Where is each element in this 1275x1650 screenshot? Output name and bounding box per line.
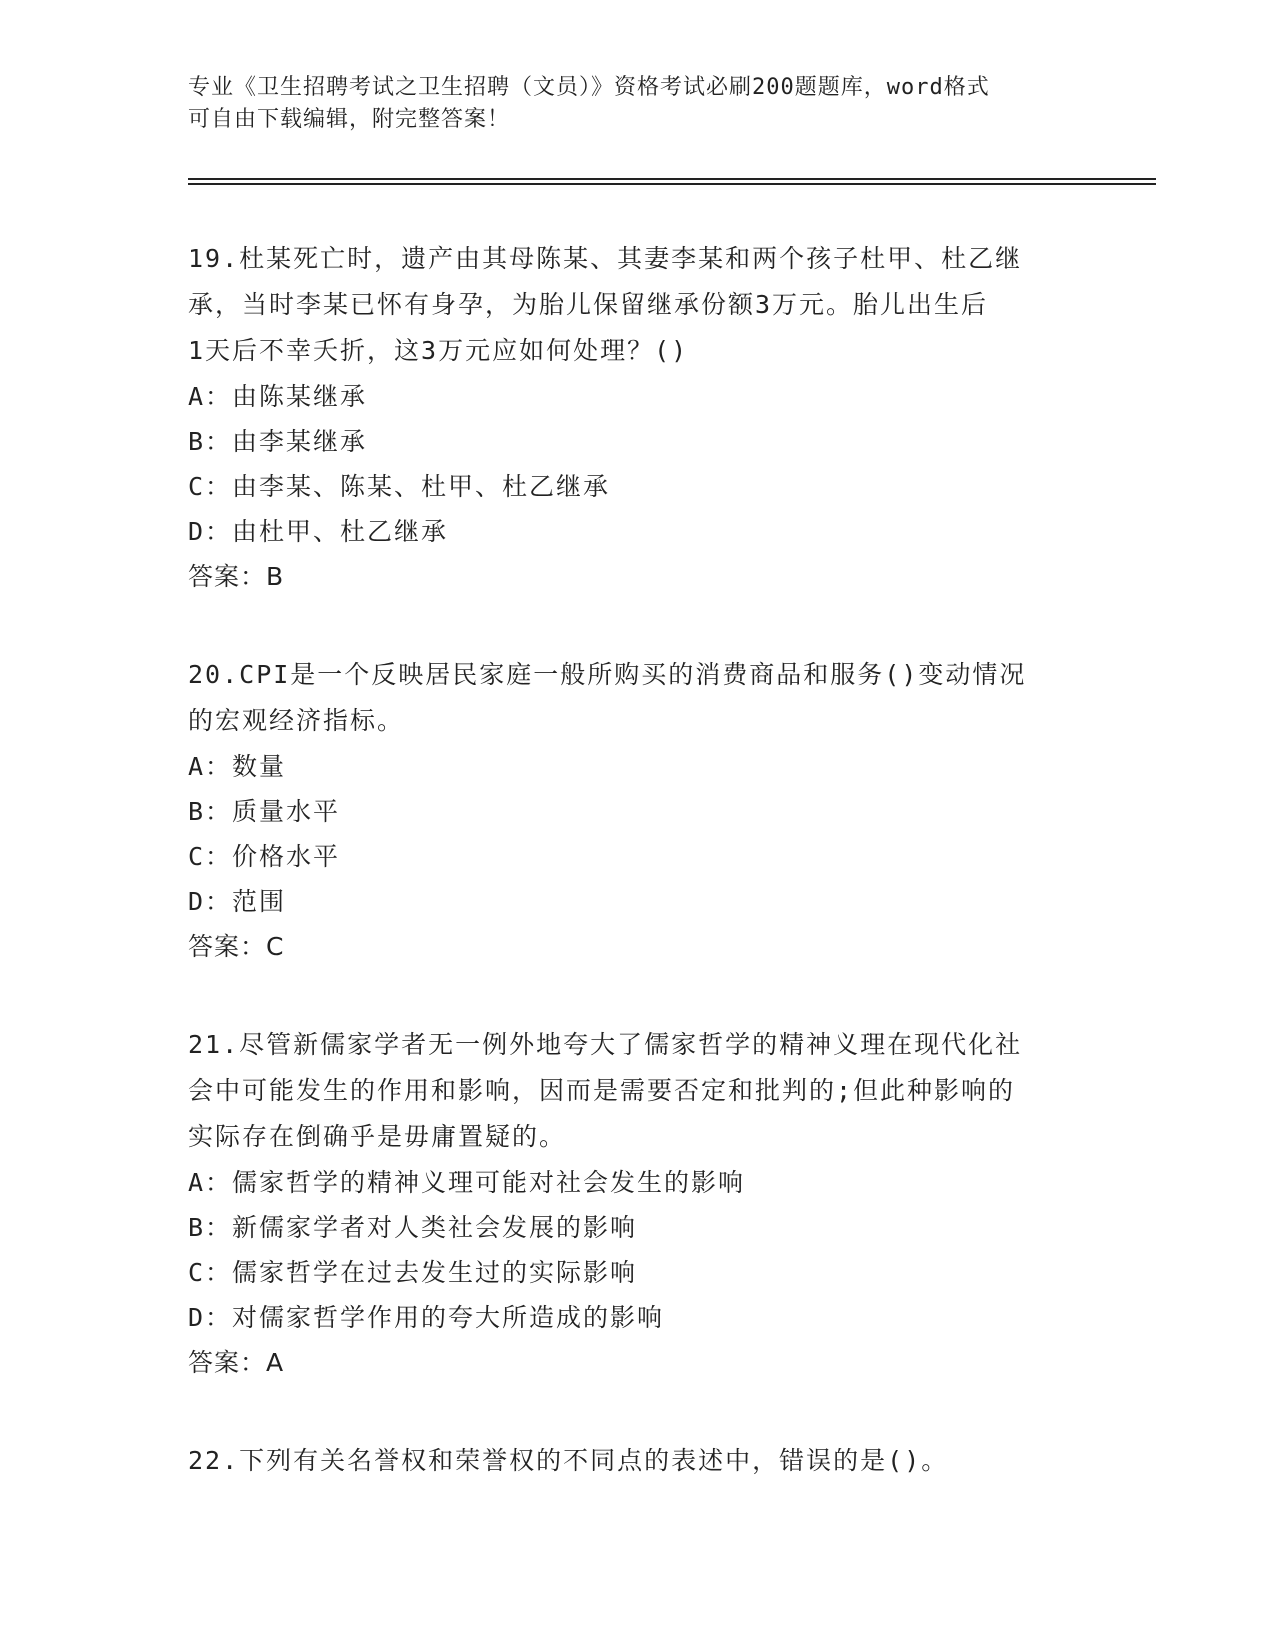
answer-label: 答案：A xyxy=(188,1348,285,1377)
question-stem-line: 实际存在倒确乎是毋庸置疑的。 xyxy=(188,1122,567,1151)
question-stem-line: 21.尽管新儒家学者无一例外地夸大了儒家哲学的精神义理在现代化社 xyxy=(188,1030,1023,1059)
header-title-line-2: 可自由下载编辑，附完整答案！ xyxy=(188,107,511,132)
answer-label: 答案：C xyxy=(188,932,285,961)
question-20 xyxy=(188,652,1088,970)
option-c: C：价格水平 xyxy=(188,842,341,871)
header-divider-bottom xyxy=(188,183,1156,185)
question-stem-line: 承，当时李某已怀有身孕，为胎儿保留继承份额3万元。胎儿出生后 xyxy=(188,290,989,319)
question-stem-line: 20.CPI是一个反映居民家庭一般所购买的消费商品和服务()变动情况 xyxy=(188,660,1027,689)
question-22 xyxy=(188,1438,1088,1484)
question-19 xyxy=(188,236,1088,600)
option-a: A：儒家哲学的精神义理可能对社会发生的影响 xyxy=(188,1168,746,1197)
option-d: D：对儒家哲学作用的夸大所造成的影响 xyxy=(188,1303,665,1332)
question-21 xyxy=(188,1022,1088,1386)
option-c: C：由李某、陈某、杜甲、杜乙继承 xyxy=(188,472,611,501)
option-b: B：质量水平 xyxy=(188,797,341,826)
header-divider-top xyxy=(188,178,1156,180)
option-d: D：范围 xyxy=(188,887,287,916)
question-stem-line: 会中可能发生的作用和影响，因而是需要否定和批判的;但此种影响的 xyxy=(188,1076,1016,1105)
answer-label: 答案：B xyxy=(188,562,285,591)
option-a: A：由陈某继承 xyxy=(188,382,368,411)
option-d: D：由杜甲、杜乙继承 xyxy=(188,517,449,546)
question-stem-line: 19.杜某死亡时，遗产由其母陈某、其妻李某和两个孩子杜甲、杜乙继 xyxy=(188,244,1023,273)
header-title-line-1: 专业《卫生招聘考试之卫生招聘（文员）》资格考试必刷200题题库，word格式 xyxy=(188,75,990,100)
document-header xyxy=(188,72,1068,136)
option-b: B：新儒家学者对人类社会发展的影响 xyxy=(188,1213,638,1242)
option-c: C：儒家哲学在过去发生过的实际影响 xyxy=(188,1258,638,1287)
option-b: B：由李某继承 xyxy=(188,427,368,456)
question-stem-line: 的宏观经济指标。 xyxy=(188,706,405,735)
option-a: A：数量 xyxy=(188,752,287,781)
question-stem-line: 22.下列有关名誉权和荣誉权的不同点的表述中，错误的是()。 xyxy=(188,1446,949,1475)
question-stem-line: 1天后不幸夭折，这3万元应如何处理？() xyxy=(188,336,689,365)
question-list xyxy=(188,236,1088,1536)
